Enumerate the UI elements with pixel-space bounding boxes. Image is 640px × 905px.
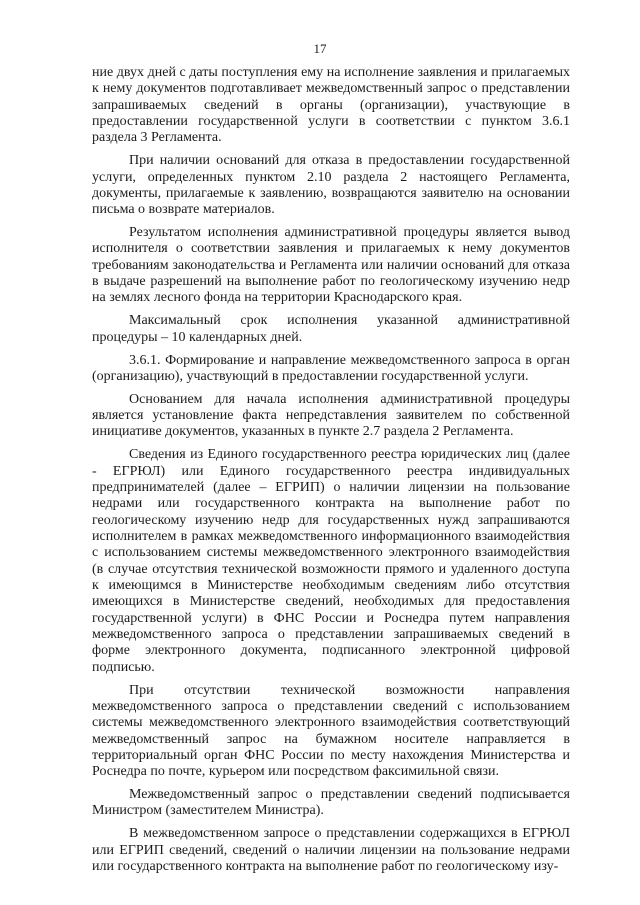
- paragraph-max-duration: Максимальный срок исполнения указанной административной процедуры – 10 календарных дней.: [92, 313, 570, 345]
- paragraph-request-contents: В межведомственном запросе о представлении содержащихся в ЕГРЮЛ или ЕГРИП сведений, сведений о наличии лицензии на пользование недрами или государственного контракта на выполнение работ по геологическому изу-: [92, 826, 570, 874]
- paragraph-procedure-result: Результатом исполнения административной процедуры является вывод исполнителя о соответствии заявления и прилагаемых к нему документов требованиям законодательства и Регламента или наличии оснований для отказа в выдаче разрешений на выполнение работ по геологическому изучению недр на землях лесного фонда на территории Краснодарского края.: [92, 225, 570, 306]
- paragraph-section-3-6-1: 3.6.1. Формирование и направление межведомственного запроса в орган (организацию), участвующий в предоставлении государственной услуги.: [92, 352, 570, 384]
- page-number: 17: [313, 41, 327, 56]
- paragraph-continuation: ние двух дней с даты поступления ему на исполнение заявления и прилагаемых к нему документов подготавливает межведомственный запрос о представлении запрашиваемых сведений в органы (организации), участвующие в предоставлении государственной услуги в соответствии с пунктом 3.6.1 раздела 3 Регламента.: [92, 65, 570, 146]
- paragraph-no-technical-ability: При отсутствии технической возможности направления межведомственного запроса о представлении сведений с использованием системы межведомственного электронного взаимодействия соответствующий межведомственный запрос на бумажном носителе направляется в территориальный орган ФНС России по месту нахождения Министерства и Роснедра по почте, курьером или посредством факсимильной связи.: [92, 682, 570, 780]
- paragraph-procedure-basis: Основанием для начала исполнения административной процедуры является установление факта непредставления заявителем по собственной инициативе документов, указанных в пункте 2.7 раздела 2 Регламента.: [92, 391, 570, 440]
- document-body: [92, 65, 570, 875]
- paragraph-signing: Межведомственный запрос о представлении сведений подписывается Министром (заместителем Министра).: [92, 787, 570, 819]
- paragraph-refusal-grounds: При наличии оснований для отказа в предоставлении государственной услуги, определенных пунктом 2.10 раздела 2 настоящего Регламента, документы, прилагаемые к заявлению, возвращаются заявителю на основании письма о возврате материалов.: [92, 153, 570, 218]
- paragraph-registry-data: Сведения из Единого государственного реестра юридических лиц (далее - ЕГРЮЛ) или Единого государственного реестра индивидуальных предпринимателей (далее – ЕГРИП) о наличии лицензии на пользование недрами или государственного контракта на выполнение работ по геологическому изучению недр для государственных нужд запрашиваются исполнителем в рамках межведомственного информационного взаимодействия с использованием системы межведомственного электронного взаимодействия (в случае отсутствия технической возможности прямого и удаленного доступа к имеющимся в Министерстве необходимым сведениям либо отсутствия имеющихся в Министерстве сведений, необходимых для предоставления государственной услуги) в ФНС России и Роснедра путем направления межведомственного запроса о представлении запрашиваемых сведений в форме электронного документа, подписанного электронной цифровой подписью.: [92, 447, 570, 675]
